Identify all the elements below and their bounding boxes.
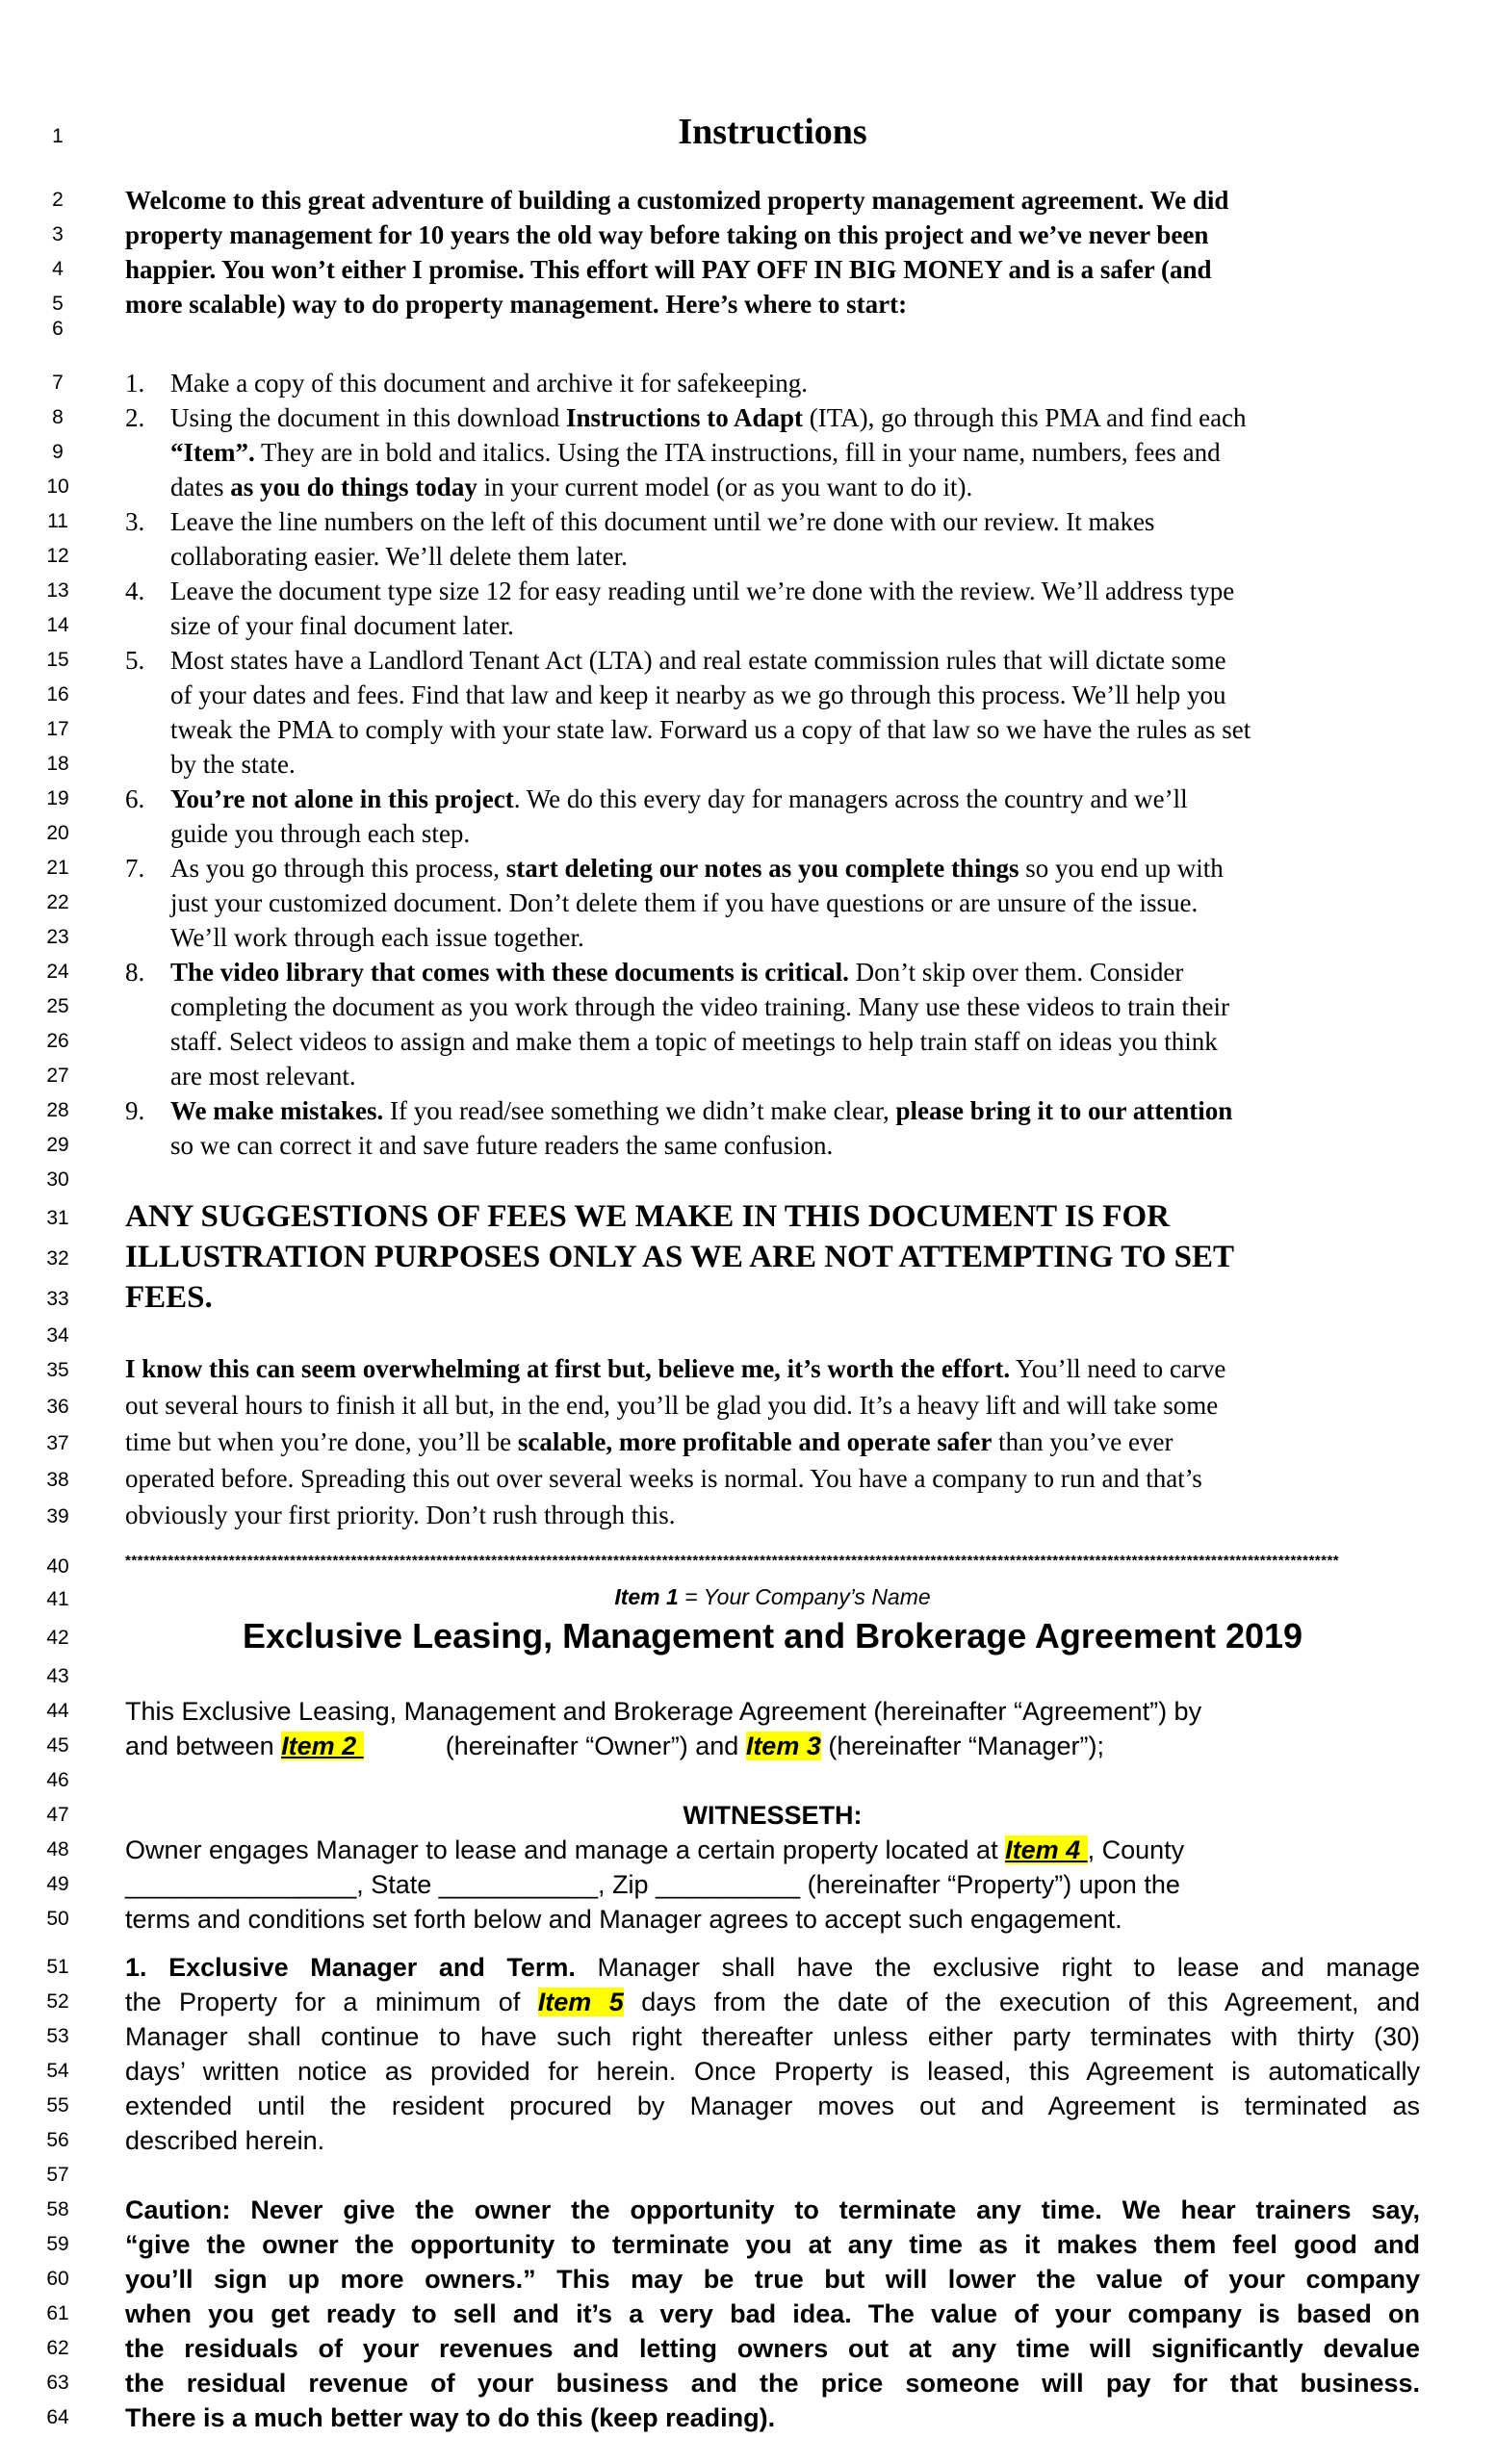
step-number: 7. bbox=[125, 854, 145, 883]
line-number: 47 bbox=[46, 1804, 69, 1826]
intro-line: Welcome to this great adventure of building a customized property management agreement. We did bbox=[125, 186, 1229, 215]
line-number: 34 bbox=[46, 1324, 69, 1347]
step-number: 5. bbox=[125, 646, 145, 675]
step-text: Most states have a Landlord Tenant Act (LTA) and real estate commission rules that will dictate some bbox=[170, 646, 1226, 675]
line-number: 43 bbox=[46, 1665, 69, 1687]
line-number: 64 bbox=[46, 2406, 69, 2428]
line-number: 51 bbox=[46, 1956, 69, 1978]
intro-line: happier. You won’t either I promise. This effort will PAY OFF IN BIG MONEY and is a safer (and bbox=[125, 255, 1212, 284]
section-1-line: extended until the resident procured by Manager moves out and Agreement is terminated as bbox=[125, 2092, 1420, 2120]
line-number: 5 bbox=[52, 293, 64, 315]
agreement-text: ________________, State ___________, Zip __________ (hereinafter “Property”) upon the bbox=[125, 1870, 1180, 1899]
line-number: 46 bbox=[46, 1769, 69, 1791]
line-number: 45 bbox=[46, 1734, 69, 1757]
line-number: 39 bbox=[46, 1505, 69, 1527]
line-number: 12 bbox=[46, 545, 69, 567]
step-text: Leave the line numbers on the left of this document until we’re done with our review. It makes bbox=[170, 507, 1155, 536]
line-number: 52 bbox=[46, 1990, 69, 2013]
step-number: 4. bbox=[125, 577, 145, 605]
line-number: 10 bbox=[46, 475, 69, 498]
line-number: 3 bbox=[52, 223, 64, 245]
caution-line: when you get ready to sell and it’s a very bad idea. The value of your company is based on bbox=[125, 2299, 1420, 2328]
step-text: collaborating easier. We’ll delete them later. bbox=[170, 542, 628, 571]
line-number: 62 bbox=[46, 2337, 69, 2359]
item3-field[interactable]: Item 3 bbox=[745, 1732, 821, 1760]
caution-line: There is a much better way to do this (keep reading). bbox=[125, 2403, 776, 2432]
step-text: so we can correct it and save future readers the same confusion. bbox=[170, 1131, 834, 1160]
separator: ******************************************************************************************************************************************************************************************************* bbox=[125, 1553, 1340, 1569]
line-number: 30 bbox=[46, 1168, 69, 1191]
step-number: 1. bbox=[125, 369, 145, 398]
step-text: staff. Select videos to assign and make them a topic of meetings to help train staff on ideas you think bbox=[170, 1027, 1218, 1056]
line-number: 31 bbox=[46, 1207, 69, 1229]
step-text: by the state. bbox=[170, 750, 296, 779]
section-1-line: Manager shall continue to have such right thereafter unless either party terminates with thirty (30) bbox=[125, 2022, 1420, 2051]
line-number: 19 bbox=[46, 787, 69, 809]
closing-line: time but when you’re done, you’ll be scalable, more profitable and operate safer than you’ve ever bbox=[125, 1427, 1174, 1456]
step-text: tweak the PMA to comply with your state law. Forward us a copy of that law so we have the rules as set bbox=[170, 715, 1251, 744]
item5-field[interactable]: Item 5 bbox=[537, 1988, 624, 2016]
line-number: 36 bbox=[46, 1396, 69, 1418]
caution-line: Caution: Never give the owner the opportunity to terminate any time. We hear trainers say, bbox=[125, 2195, 1420, 2224]
line-number: 55 bbox=[46, 2094, 69, 2117]
closing-line: obviously your first priority. Don’t rush through this. bbox=[125, 1501, 676, 1529]
fee-warning: FEES. bbox=[125, 1280, 213, 1315]
page-title: Instructions bbox=[678, 112, 867, 152]
line-number: 1 bbox=[52, 125, 64, 147]
line-number: 32 bbox=[46, 1247, 69, 1270]
line-number: 18 bbox=[46, 753, 69, 775]
step-text: You’re not alone in this project. We do this every day for managers across the country and we’ll bbox=[170, 784, 1188, 813]
line-number: 48 bbox=[46, 1838, 69, 1861]
step-text: We make mistakes. If you read/see something we didn’t make clear, please bring it to our attention bbox=[170, 1096, 1233, 1125]
line-number: 59 bbox=[46, 2233, 69, 2255]
step-text: Leave the document type size 12 for easy reading until we’re done with the review. We’ll address type bbox=[170, 577, 1235, 605]
line-number: 37 bbox=[46, 1432, 69, 1454]
step-number: 3. bbox=[125, 507, 145, 536]
step-text: dates as you do things today in your current model (or as you want to do it). bbox=[170, 473, 973, 501]
line-number: 60 bbox=[46, 2268, 69, 2290]
step-text: Using the document in this download Instructions to Adapt (ITA), go through this PMA and find each bbox=[170, 403, 1247, 432]
line-number: 61 bbox=[46, 2302, 69, 2324]
intro-line: property management for 10 years the old way before taking on this project and we’ve never been bbox=[125, 220, 1209, 249]
line-number: 54 bbox=[46, 2060, 69, 2082]
step-text: “Item”. They are in bold and italics. Using the ITA instructions, fill in your name, numbers, fees and bbox=[170, 438, 1221, 467]
closing-line: operated before. Spreading this out over several weeks is normal. You have a company to run and that’s bbox=[125, 1464, 1202, 1493]
step-text: are most relevant. bbox=[170, 1062, 356, 1091]
line-number: 57 bbox=[46, 2164, 69, 2186]
step-number: 6. bbox=[125, 784, 145, 813]
line-number: 41 bbox=[46, 1588, 69, 1610]
agreement-text: This Exclusive Leasing, Management and Brokerage Agreement (hereinafter “Agreement”) by bbox=[125, 1697, 1202, 1726]
line-number: 2 bbox=[52, 189, 64, 211]
line-number: 56 bbox=[46, 2129, 69, 2151]
line-number: 21 bbox=[46, 857, 69, 879]
line-number: 9 bbox=[52, 441, 64, 463]
line-number: 49 bbox=[46, 1873, 69, 1895]
line-number: 13 bbox=[46, 579, 69, 602]
step-text: completing the document as you work through the video training. Many use these videos to train their bbox=[170, 992, 1230, 1021]
section-1-line: 1. Exclusive Manager and Term. Manager shall have the exclusive right to lease and manage bbox=[125, 1953, 1420, 1982]
section-1-line: the Property for a minimum of Item 5 days from the date of the execution of this Agreement, and bbox=[125, 1988, 1420, 2016]
step-text: just your customized document. Don’t delete them if you have questions or are unsure of the issue. bbox=[170, 888, 1199, 917]
agreement-text: and between Item 2 (hereinafter “Owner”) and Item 3 (hereinafter “Manager”); bbox=[125, 1732, 1104, 1760]
line-number: 38 bbox=[46, 1469, 69, 1491]
step-text: The video library that comes with these documents is critical. Don’t skip over them. Consider bbox=[170, 958, 1184, 987]
line-number: 15 bbox=[46, 649, 69, 671]
closing-line: out several hours to finish it all but, in the end, you’ll be glad you did. It’s a heavy lift and will take some bbox=[125, 1391, 1219, 1420]
line-number: 50 bbox=[46, 1908, 69, 1930]
item2-field[interactable]: Item 2 bbox=[281, 1732, 364, 1760]
line-number: 40 bbox=[46, 1555, 69, 1578]
line-number: 42 bbox=[46, 1627, 69, 1649]
line-number: 16 bbox=[46, 683, 69, 706]
step-number: 2. bbox=[125, 403, 145, 432]
line-number: 23 bbox=[46, 926, 69, 948]
line-number: 6 bbox=[52, 318, 64, 340]
line-number: 20 bbox=[46, 822, 69, 844]
line-number: 26 bbox=[46, 1030, 69, 1052]
line-number: 58 bbox=[46, 2198, 69, 2220]
caution-line: the residuals of your revenues and letting owners out at any time will significantly devalue bbox=[125, 2334, 1420, 2363]
fee-warning: ANY SUGGESTIONS OF FEES WE MAKE IN THIS DOCUMENT IS FOR bbox=[125, 1199, 1170, 1234]
line-number: 14 bbox=[46, 614, 69, 636]
line-number: 4 bbox=[52, 258, 64, 280]
section-1-line: days’ written notice as provided for herein. Once Property is leased, this Agreement is automatically bbox=[125, 2057, 1420, 2086]
line-number: 35 bbox=[46, 1359, 69, 1381]
step-text: guide you through each step. bbox=[170, 819, 471, 848]
line-number: 27 bbox=[46, 1065, 69, 1087]
line-number: 44 bbox=[46, 1700, 69, 1722]
closing-line: I know this can seem overwhelming at first but, believe me, it’s worth the effort. You’ll need to carve bbox=[125, 1354, 1226, 1383]
step-number: 8. bbox=[125, 958, 145, 987]
step-text: of your dates and fees. Find that law and keep it nearby as we go through this process. We’ll help you bbox=[170, 680, 1226, 709]
step-text: Make a copy of this document and archive it for safekeeping. bbox=[170, 369, 809, 398]
fee-warning: ILLUSTRATION PURPOSES ONLY AS WE ARE NOT ATTEMPTING TO SET bbox=[125, 1240, 1234, 1274]
line-number: 24 bbox=[46, 961, 69, 983]
line-number: 8 bbox=[52, 406, 64, 428]
line-number: 25 bbox=[46, 995, 69, 1017]
line-number: 33 bbox=[46, 1288, 69, 1310]
line-number: 7 bbox=[52, 372, 64, 394]
caution-line: “give the owner the opportunity to terminate you at any time as it makes them feel good and bbox=[125, 2230, 1420, 2259]
line-number: 28 bbox=[46, 1099, 69, 1121]
line-number: 11 bbox=[47, 510, 68, 532]
witnesseth-heading: WITNESSETH: bbox=[683, 1801, 863, 1830]
caution-line: you’ll sign up more owners.” This may be true but will lower the value of your company bbox=[125, 2265, 1420, 2294]
line-number: 17 bbox=[46, 718, 69, 740]
agreement-text: terms and conditions set forth below and Manager agrees to accept such engagement. bbox=[125, 1905, 1122, 1934]
step-number: 9. bbox=[125, 1096, 145, 1125]
step-text: As you go through this process, start deleting our notes as you complete things so you end up with bbox=[170, 854, 1224, 883]
line-number: 63 bbox=[46, 2372, 69, 2394]
line-number: 29 bbox=[46, 1134, 69, 1156]
item1-note: Item 1 = Your Company’s Name bbox=[614, 1584, 931, 1609]
intro-line: more scalable) way to do property management. Here’s where to start: bbox=[125, 290, 908, 319]
agreement-title: Exclusive Leasing, Management and Brokerage Agreement 2019 bbox=[242, 1616, 1303, 1656]
caution-line: the residual revenue of your business and the price someone will pay for that business. bbox=[125, 2369, 1420, 2398]
step-text: We’ll work through each issue together. bbox=[170, 923, 584, 952]
section-1-line: described herein. bbox=[125, 2126, 325, 2155]
item4-field[interactable]: Item 4 bbox=[1005, 1835, 1088, 1864]
agreement-text: Owner engages Manager to lease and manage a certain property located at Item 4 , County bbox=[125, 1835, 1185, 1864]
step-text: size of your final document later. bbox=[170, 611, 514, 640]
line-number: 22 bbox=[46, 891, 69, 913]
line-number: 53 bbox=[46, 2025, 69, 2047]
